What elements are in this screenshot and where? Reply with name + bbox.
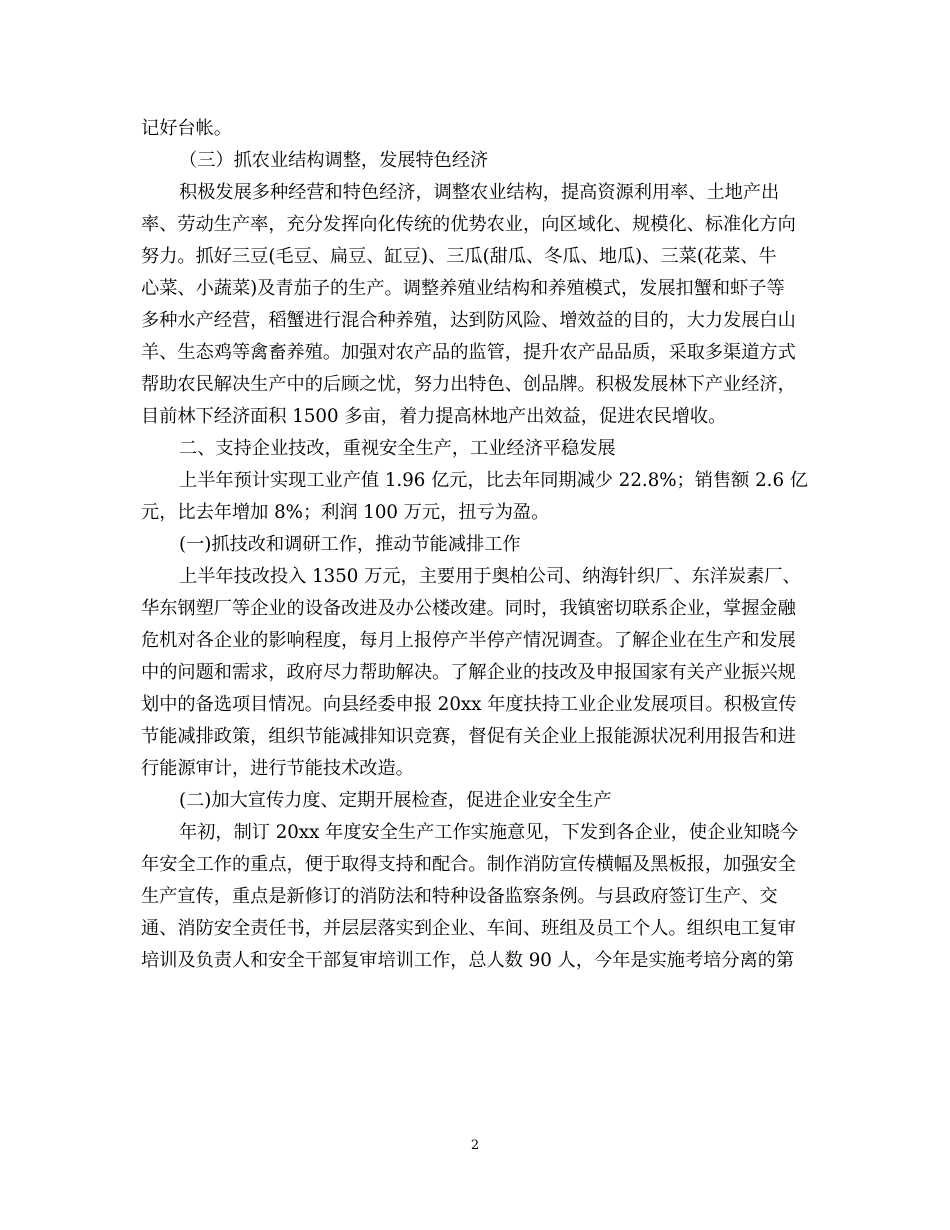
text-line: 生产宣传，重点是新修订的消防法和特种设备监察条例。与县政府签订生产、交 [141, 886, 778, 907]
page-number: 2 [470, 1138, 480, 1153]
text-line: 上半年技改投入 1350 万元，主要用于奥柏公司、纳海针织厂、东洋炭素厂、 [179, 566, 801, 587]
text-line: 上半年预计实现工业产值 1.96 亿元，比去年同期减少 22.8%；销售额 2.6 亿 [179, 470, 808, 491]
text-line: 目前林下经济面积 1500 多亩，着力提高林地产出效益，促进农民增收。 [141, 406, 727, 427]
text-line: 率、劳动生产率，充分发挥向化传统的优势农业，向区域化、规模化、标准化方向 [141, 214, 796, 235]
text-line: (一)抓技改和调研工作，推动节能减排工作 [179, 534, 521, 555]
text-line: 培训及负责人和安全干部复审培训工作，总人数 90 人，今年是实施考培分离的第 [141, 950, 795, 971]
text-line: 通、消防安全责任书，并层层落实到企业、车间、班组及员工个人。组织电工复审 [141, 918, 796, 939]
text-line: 行能源审计，进行节能技术改造。 [141, 758, 414, 779]
text-line: 积极发展多种经营和特色经济，调整农业结构，提高资源利用率、土地产出 [179, 182, 780, 203]
text-line: 元，比去年增加 8%；利润 100 万元，扭亏为盈。 [141, 502, 550, 523]
text-line: （三）抓农业结构调整，发展特色经济 [179, 150, 489, 171]
text-line: 年安全工作的重点，便于取得支持和配合。制作消防宣传横幅及黑板报，加强安全 [141, 854, 796, 875]
text-line: 心菜、小蔬菜)及青茄子的生产。调整养殖业结构和养殖模式，发展扣蟹和虾子等 [141, 278, 785, 299]
text-line: 记好台帐。 [141, 118, 232, 139]
text-line: 二、支持企业技改，重视安全生产，工业经济平稳发展 [179, 438, 616, 459]
text-line: 划中的备选项目情况。向县经委申报 20xx 年度扶持工业企业发展项目。积极宣传 [141, 694, 797, 715]
text-line: 羊、生态鸡等禽畜养殖。加强对农产品的监管，提升农产品品质，采取多渠道方式 [141, 342, 796, 363]
text-line: 多种水产经营，稻蟹进行混合种养殖，达到防风险、增效益的目的，大力发展白山 [141, 310, 796, 331]
text-line: 中的问题和需求，政府尽力帮助解决。了解企业的技改及申报国家有关产业振兴规 [141, 662, 796, 683]
text-line: 年初，制订 20xx 年度安全生产工作实施意见，下发到各企业，使企业知晓今 [179, 822, 799, 843]
text-line: 节能减排政策，组织节能减排知识竞赛，督促有关企业上报能源状况利用报告和进 [141, 726, 796, 747]
body-text [141, 113, 808, 977]
text-line: 帮助农民解决生产中的后顾之忧，努力出特色、创品牌。积极发展林下产业经济， [141, 374, 796, 395]
text-line: (二)加大宣传力度、定期开展检查，促进企业安全生产 [179, 790, 612, 811]
text-line: 努力。抓好三豆(毛豆、扁豆、缸豆)、三瓜(甜瓜、冬瓜、地瓜)、三菜(花菜、牛 [141, 246, 777, 267]
text-line: 华东钢塑厂等企业的设备改进及办公楼改建。同时，我镇密切联系企业，掌握金融 [141, 598, 796, 619]
text-line: 危机对各企业的影响程度，每月上报停产半停产情况调查。了解企业在生产和发展 [141, 630, 796, 651]
